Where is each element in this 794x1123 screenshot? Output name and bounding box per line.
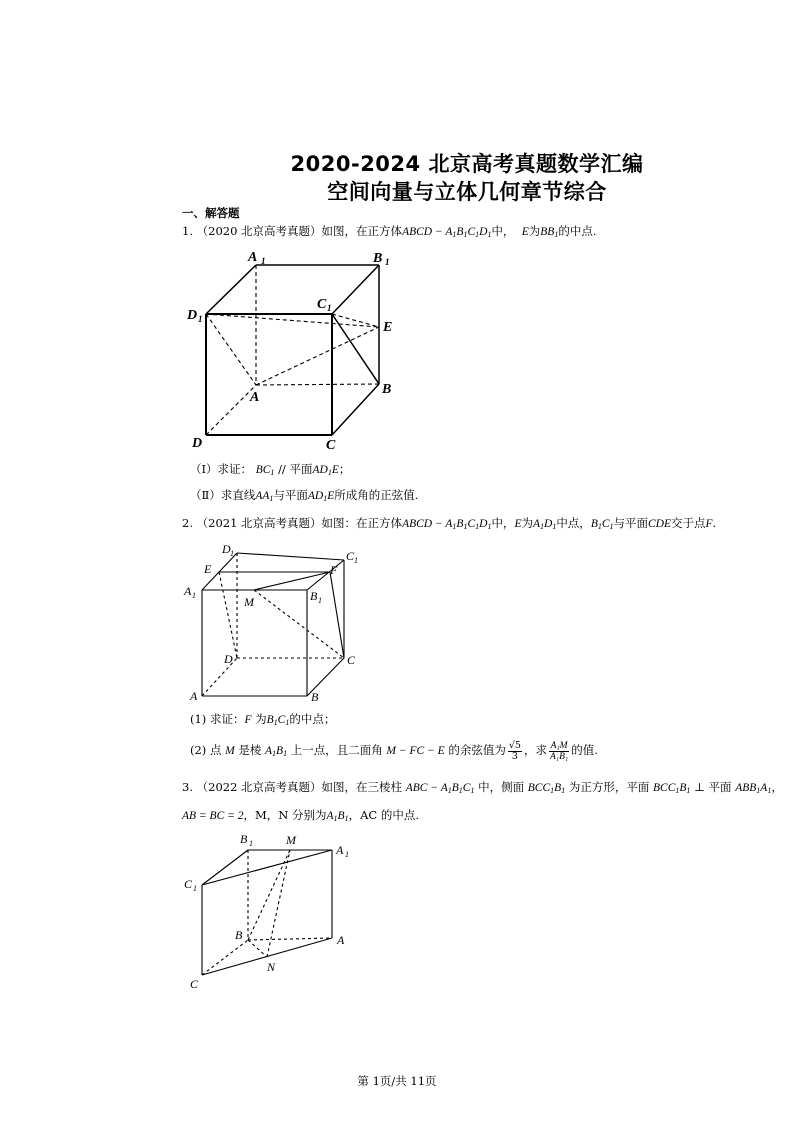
page-footer: 第 1页/共 11页 bbox=[357, 1074, 437, 1088]
q3-stem-line1: 3. （2022 北京高考真题）如图，在三棱柱 ABC − $A_1B_1C_1$ 中，侧面 $BCC_1B_1$ 为正方形，平面 $BCC_1B_1$ ⊥ 平面 $ABB_1A_1$， bbox=[182, 780, 783, 795]
label-B: B bbox=[235, 928, 243, 942]
label-C: C bbox=[326, 438, 336, 453]
label-D: D bbox=[224, 652, 233, 666]
label-B: B bbox=[382, 382, 392, 397]
q3-prism-figure bbox=[182, 830, 362, 995]
q2-cube-figure bbox=[182, 538, 382, 708]
section-heading: 一、解答题 bbox=[182, 206, 240, 220]
svg-text:1: 1 bbox=[385, 257, 390, 267]
label-B1: B bbox=[240, 832, 248, 846]
svg-text:1: 1 bbox=[327, 303, 332, 313]
label-C: C bbox=[347, 653, 356, 667]
q1-stem: 1. （2020 北京高考真题）如图，在正方体ABCD − $A_1B_1C_1D_1$中， E为$BB_1$的中点. bbox=[182, 224, 597, 239]
svg-text:1: 1 bbox=[318, 596, 322, 605]
q1-cube-figure bbox=[182, 245, 412, 455]
svg-text:1: 1 bbox=[261, 256, 266, 266]
label-B1: B bbox=[310, 589, 318, 603]
label-C1: C bbox=[317, 297, 327, 312]
label-M: M bbox=[286, 833, 296, 847]
label-A: A bbox=[250, 390, 260, 405]
svg-text:1: 1 bbox=[230, 549, 234, 558]
svg-text:1: 1 bbox=[193, 884, 197, 893]
label-D: D bbox=[192, 436, 203, 451]
label-D1: D bbox=[222, 542, 231, 556]
label-B: B bbox=[311, 690, 319, 704]
label-M: M bbox=[244, 595, 254, 609]
q2-part2: (2) 点 M 是棱 $A_1B_1$ 上一点，且二面角 M − FC − E 的余弦值为 $\frac{√5}{3}$ ，求 $\frac{\text{A₁M}}{\text{A₁B₁}}$ 的值. bbox=[190, 739, 598, 762]
label-C: C bbox=[190, 977, 199, 991]
label-F: F bbox=[330, 563, 338, 577]
svg-text:1: 1 bbox=[345, 850, 349, 859]
label-A1: A bbox=[184, 584, 192, 598]
cos-fraction: $\frac{√5}{3}$ bbox=[508, 739, 521, 762]
label-D1: D bbox=[187, 308, 198, 323]
q2-part1: (1) 求证：F 为$B_1C_1$的中点； bbox=[190, 712, 336, 727]
svg-text:1: 1 bbox=[249, 839, 253, 848]
q3-stem-line2: AB = BC = 2，M，N 分别为$A_1B_1$，AC 的中点. bbox=[182, 808, 419, 823]
label-E: E bbox=[204, 562, 212, 576]
label-A: A bbox=[190, 689, 198, 703]
q1-part1: （Ⅰ）求证： $BC_1$ // 平面$AD_1E$； bbox=[190, 462, 351, 477]
svg-text:1: 1 bbox=[192, 591, 196, 600]
q1-part2: （Ⅱ）求直线$AA_1$与平面$AD_1E$所成角的正弦值. bbox=[190, 488, 419, 503]
label-E: E bbox=[383, 320, 393, 335]
label-B1: B bbox=[373, 251, 383, 266]
document-subtitle: 空间向量与立体几何章节综合 bbox=[327, 180, 607, 204]
svg-text:1: 1 bbox=[354, 556, 358, 565]
label-A1: A bbox=[248, 250, 258, 265]
label-C1: C bbox=[184, 877, 193, 891]
q2-stem: 2. （2021 北京高考真题）如图：在正方体ABCD − $A_1B_1C_1D_1$中，E为$A_1D_1$中点，$B_1C_1$与平面CDE交于点F. bbox=[182, 516, 717, 531]
label-A: A bbox=[337, 933, 345, 947]
svg-text:1: 1 bbox=[198, 314, 203, 324]
label-A1: A bbox=[336, 843, 344, 857]
ratio-fraction: $\frac{\text{A₁M}}{\text{A₁B₁}}$ bbox=[549, 740, 569, 762]
document-title: 2020-2024 北京高考真题数学汇编 bbox=[290, 152, 644, 176]
label-C1: C bbox=[346, 549, 355, 563]
label-N: N bbox=[267, 960, 276, 974]
